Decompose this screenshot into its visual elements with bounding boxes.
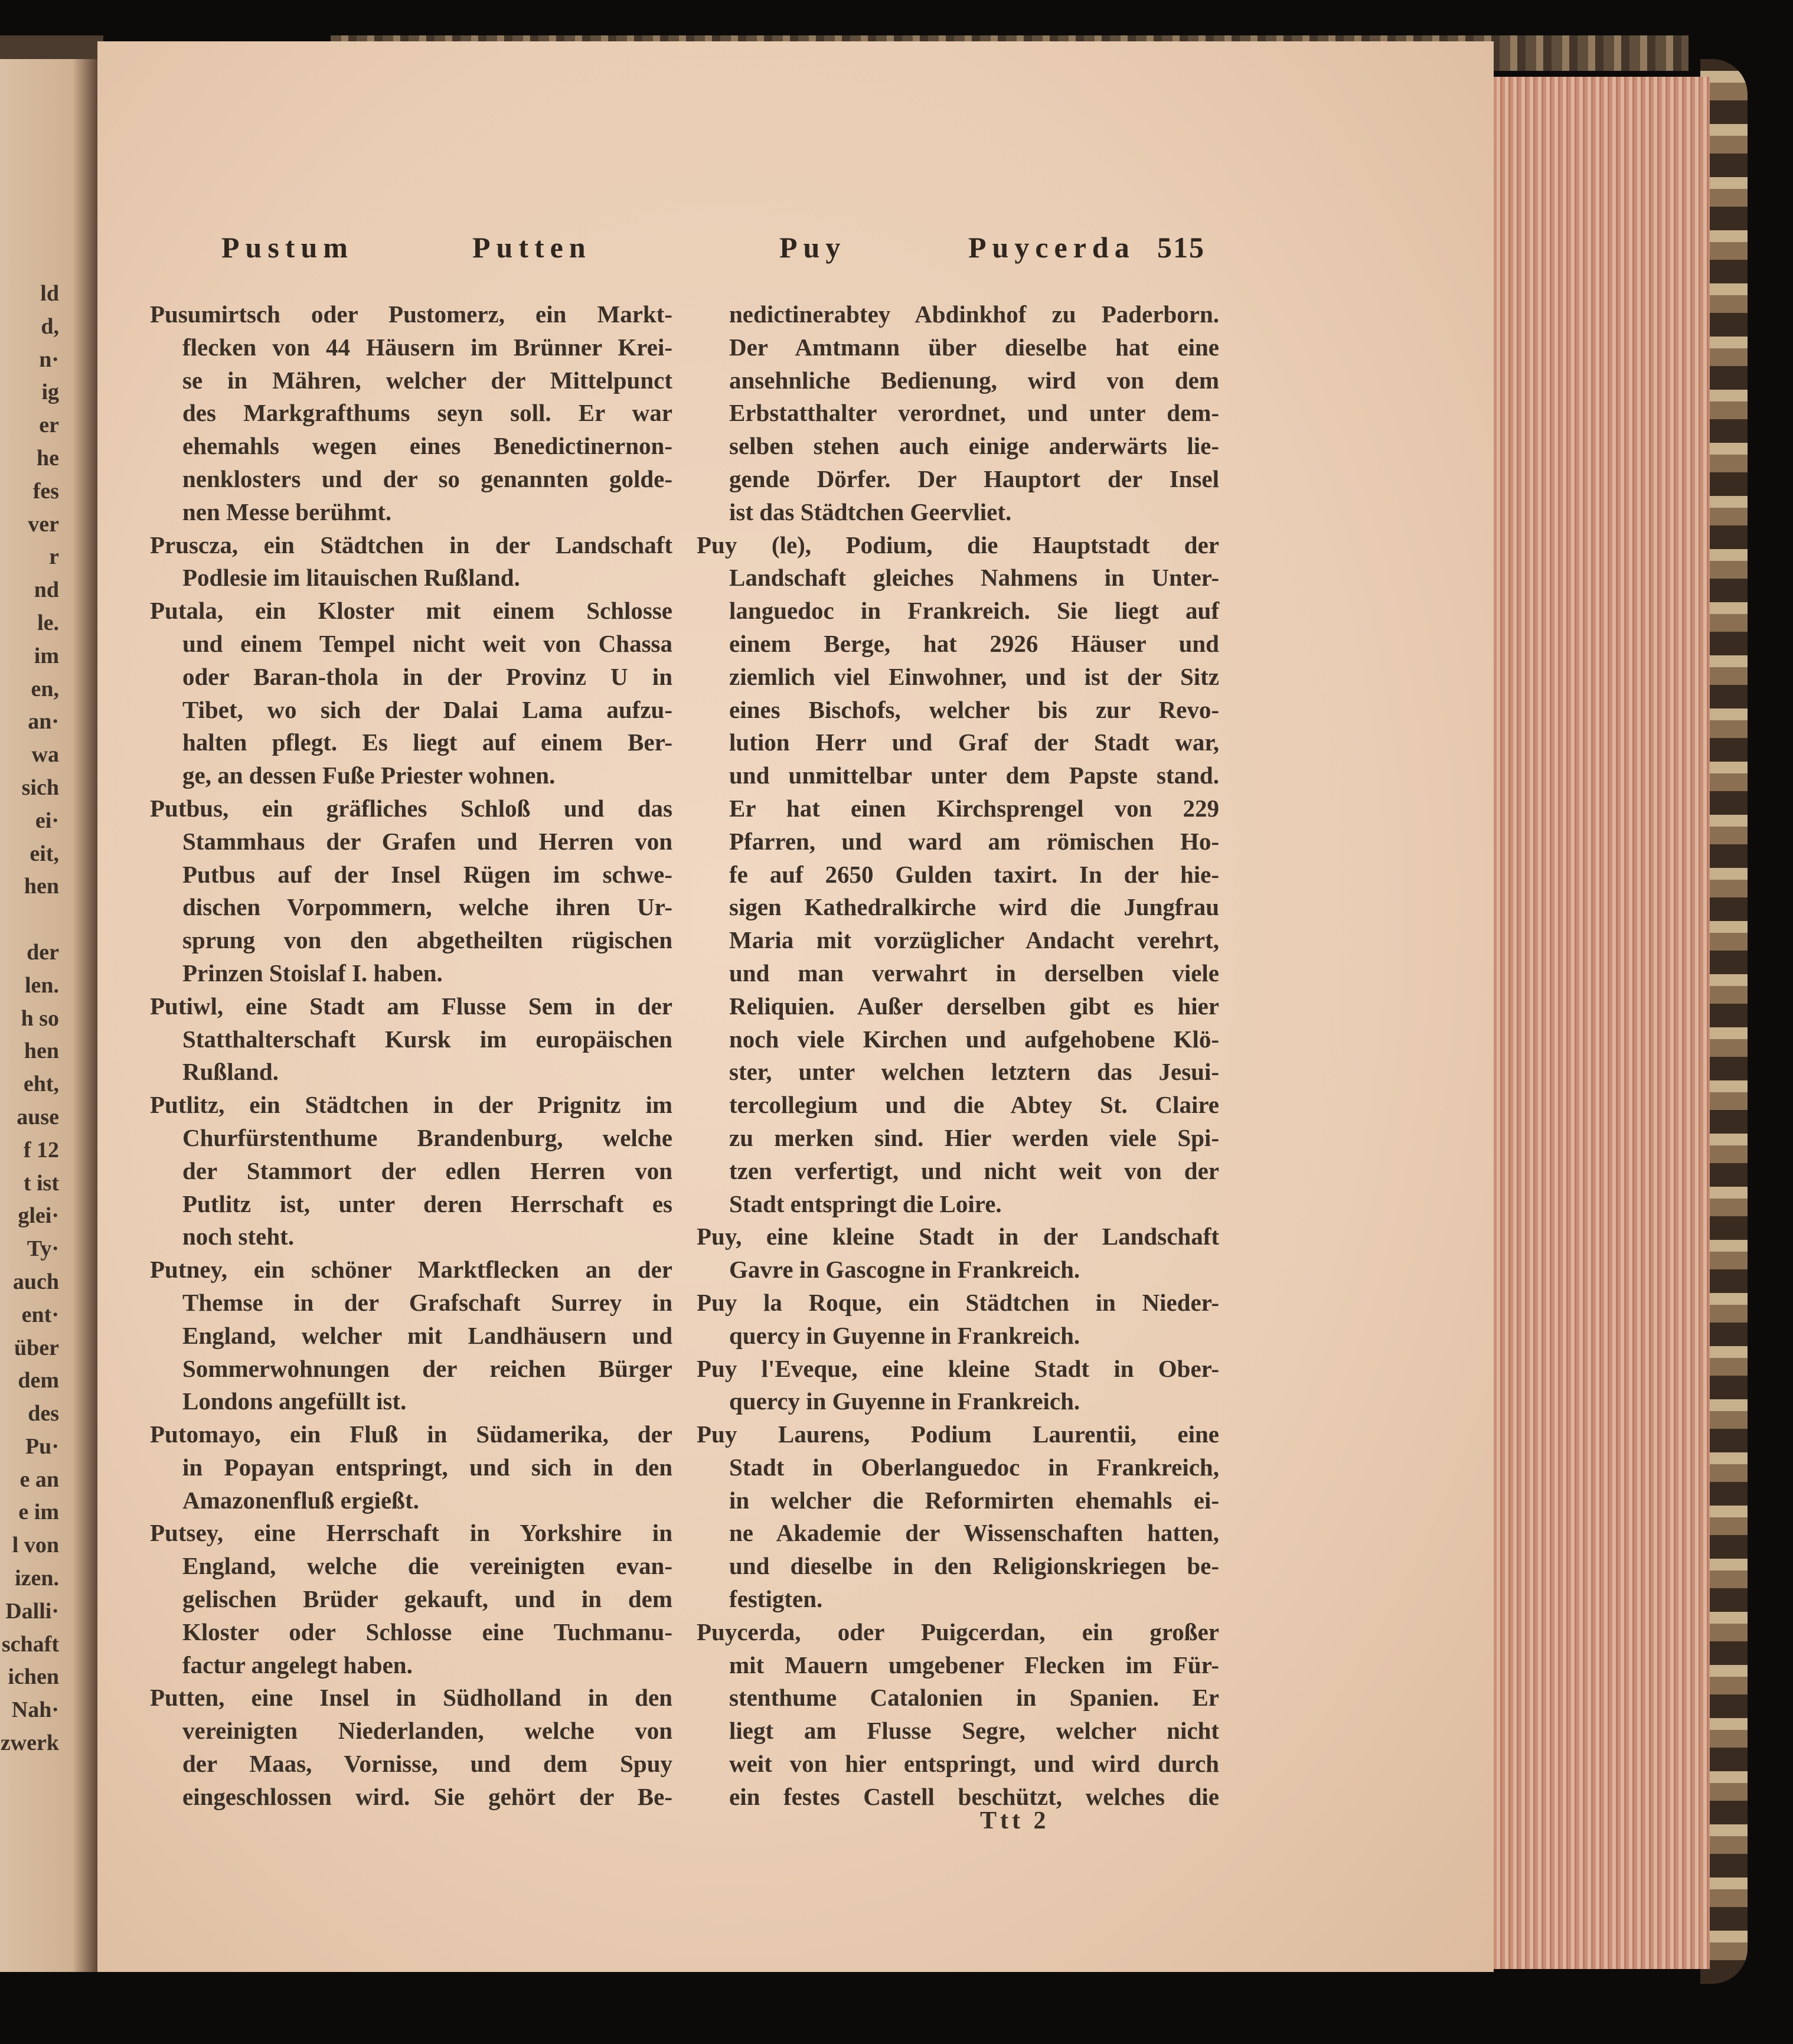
text-line: Pusumirtsch oder Pustomerz, ein Markt-: [150, 301, 672, 328]
text-line: Maria mit vorzüglicher Andacht verehrt,: [729, 926, 1219, 954]
text-fragment: ver: [28, 511, 59, 537]
text-line: Der Amtmann über dieselbe hat eine: [729, 333, 1219, 361]
text-line: gelischen Brüder gekauft, und in dem: [182, 1585, 672, 1613]
text-line: Pfarren, und ward am römischen Ho-: [729, 827, 1219, 855]
text-line: eingeschlossen wird. Sie gehört der Be-: [182, 1782, 672, 1810]
text-fragment: glei·: [18, 1203, 59, 1229]
text-fragment: ld: [40, 281, 59, 306]
text-line: Gavre in Gascogne in Frankreich.: [729, 1256, 1080, 1284]
text-line: Puy, eine kleine Stadt in der Landschaft: [697, 1223, 1219, 1250]
text-line: Podlesie im litauischen Rußland.: [182, 564, 520, 592]
text-fragment: ei·: [35, 808, 59, 833]
text-line: weit von hier entspringt, und wird durch: [729, 1750, 1219, 1778]
text-line: ge, an dessen Fuße Priester wohnen.: [182, 762, 556, 789]
text-fragment: len.: [24, 972, 59, 998]
text-line: nenklosters und der so genannten golde-: [182, 465, 672, 492]
text-line: Puycerda, oder Puigcerdan, ein großer: [697, 1618, 1219, 1645]
text-fragment: n·: [39, 347, 59, 372]
text-line: Puy Laurens, Podium Laurentii, eine: [697, 1421, 1219, 1448]
dictionary-entry: [697, 1616, 1219, 1814]
text-fragment: er: [39, 413, 59, 438]
text-line: Puy la Roque, ein Städtchen in Nieder-: [697, 1288, 1219, 1316]
text-line: languedoc in Frankreich. Sie liegt auf: [729, 597, 1219, 625]
text-line: stenthume Catalonien in Spanien. Er: [729, 1684, 1219, 1712]
dictionary-entry: [697, 1220, 1219, 1287]
text-line: zu merken sind. Hier werden viele Spi-: [729, 1124, 1219, 1151]
text-fragment: auch: [12, 1269, 59, 1294]
text-fragment: nd: [34, 577, 59, 603]
text-line: Reliquien. Außer derselben gibt es hier: [729, 992, 1219, 1020]
text-fragment: le.: [37, 610, 59, 635]
text-line: England, welcher mit Landhäusern und: [182, 1321, 672, 1349]
dictionary-entry: [150, 1681, 672, 1813]
text-line: noch viele Kirchen und aufgehobene Klö-: [729, 1025, 1219, 1053]
text-line: Putsey, eine Herrschaft in Yorkshire in: [150, 1519, 672, 1547]
text-fragment: Ty·: [27, 1236, 59, 1262]
text-fragment: l von: [12, 1533, 59, 1558]
text-line: der Stammort der edlen Herren von: [182, 1157, 672, 1184]
text-line: nen Messe berühmt.: [182, 498, 392, 525]
dictionary-entry: [697, 298, 1219, 529]
text-line: halten pflegt. Es liegt auf einem Ber-: [182, 729, 672, 756]
left-page: [0, 35, 103, 1972]
text-line: Landschaft gleiches Nahmens in Unter-: [729, 564, 1219, 592]
text-line: quercy in Guyenne in Frankreich.: [729, 1321, 1080, 1349]
running-head-right-2: Puycerda: [968, 231, 1135, 264]
text-fragment: sich: [21, 775, 59, 800]
text-line: Sommerwohnungen der reichen Bürger: [182, 1354, 672, 1382]
text-fragment: wa: [31, 742, 59, 768]
text-line: Putbus, ein gräfliches Schloß und das: [150, 794, 672, 822]
dictionary-entry: [150, 595, 672, 792]
text-line: Stammhaus der Grafen und Herren von: [182, 827, 672, 855]
text-fragment: izen.: [15, 1566, 59, 1591]
text-line: gende Dörfer. Der Hauptort der Insel: [729, 465, 1219, 492]
text-line: Amazonenfluß ergießt.: [182, 1486, 419, 1514]
text-fragment: hen: [24, 874, 59, 899]
binding-strip: [0, 35, 103, 59]
text-line: Putala, ein Kloster mit einem Schlosse: [150, 597, 672, 625]
text-fragment: dem: [18, 1368, 59, 1393]
text-line: se in Mähren, welcher der Mittelpunct: [182, 366, 672, 394]
signature-mark: Ttt 2: [980, 1807, 1050, 1834]
running-head-left-2: Putten: [472, 231, 592, 264]
text-line: selben stehen auch einige anderwärts lie-: [729, 432, 1219, 460]
dictionary-entry: [150, 1253, 672, 1418]
text-fragment: des: [28, 1401, 59, 1426]
text-line: der Maas, Vornisse, und dem Spuy: [182, 1750, 672, 1778]
text-line: oder Baran-thola in der Provinz U in: [182, 662, 672, 690]
text-line: mit Mauern umgebener Flecken im Für-: [729, 1651, 1219, 1679]
running-head-left: Pustum: [221, 231, 354, 264]
text-line: des Markgrafthums seyn soll. Er war: [182, 399, 672, 427]
text-fragment: en,: [31, 676, 59, 701]
text-line: und man verwahrt in derselben viele: [729, 959, 1219, 987]
text-fragment: ent·: [21, 1302, 59, 1327]
text-line: eines Bischofs, welcher bis zur Revo-: [729, 696, 1219, 723]
text-line: Puy l'Eveque, eine kleine Stadt in Ober-: [697, 1354, 1219, 1382]
text-line: Er hat einen Kirchsprengel von 229: [729, 794, 1219, 822]
text-line: liegt am Flusse Segre, welcher nicht: [729, 1717, 1219, 1745]
text-fragment: d,: [41, 314, 59, 339]
text-fragment: zwerk: [0, 1730, 59, 1756]
dictionary-entry: [150, 990, 672, 1089]
text-line: tercollegium und die Abtey St. Claire: [729, 1091, 1219, 1119]
text-line: Kloster oder Schlosse eine Tuchmanu-: [182, 1618, 672, 1645]
text-line: dischen Vorpommern, welche ihren Ur-: [182, 893, 672, 921]
page-number: 515: [1157, 231, 1205, 264]
text-fragment: [0, 903, 71, 936]
text-fragment: Nah·: [11, 1697, 59, 1723]
text-line: einem Berge, hat 2926 Häuser und: [729, 629, 1219, 657]
text-fragment: hen: [24, 1039, 59, 1064]
dictionary-entry: [150, 298, 672, 529]
text-fragment: Pu·: [25, 1434, 59, 1459]
text-line: festigten.: [729, 1585, 823, 1613]
text-line: ist das Städtchen Geervliet.: [729, 498, 1012, 525]
text-line: in Popayan entspringt, und sich in den: [182, 1453, 672, 1481]
text-fragment: e an: [19, 1467, 59, 1492]
page-block-edge: [1485, 77, 1710, 1969]
text-line: factur angelegt haben.: [182, 1651, 413, 1679]
text-column-right: [697, 298, 1219, 1814]
dictionary-entry: [150, 792, 672, 990]
text-fragment: über: [14, 1335, 59, 1360]
text-line: ne Akademie der Wissenschaften hatten,: [729, 1519, 1219, 1547]
dictionary-entry: [697, 1353, 1219, 1419]
text-line: noch steht.: [182, 1223, 295, 1250]
text-line: und unmittelbar unter dem Papste stand.: [729, 762, 1219, 789]
open-book: [0, 35, 1748, 1978]
text-line: tzen verfertigt, und nicht weit von der: [729, 1157, 1219, 1184]
text-fragment: schaft: [1, 1631, 59, 1657]
text-line: Putlitz, ein Städtchen in der Prignitz im: [150, 1091, 672, 1119]
text-line: quercy in Guyenne in Frankreich.: [729, 1387, 1080, 1415]
text-line: sprung von den abgetheilten rügischen: [182, 926, 672, 954]
text-line: Themse in der Grafschaft Surrey in: [182, 1288, 672, 1316]
text-fragment: eht,: [23, 1072, 59, 1097]
text-line: sigen Kathedralkirche wird die Jungfrau: [729, 893, 1219, 921]
text-line: Putten, eine Insel in Südholland in den: [150, 1684, 672, 1712]
dictionary-entry: [150, 529, 672, 595]
text-fragment: he: [37, 445, 59, 471]
text-fragment: ichen: [8, 1664, 59, 1690]
text-line: Rußland.: [182, 1058, 279, 1086]
text-line: Stadt entspringt die Loire.: [729, 1190, 1002, 1217]
text-fragment: eit,: [30, 841, 59, 866]
text-fragment: ig: [41, 380, 59, 405]
text-line: Puy (le), Podium, die Hauptstadt der: [697, 531, 1219, 559]
text-fragment: im: [34, 643, 59, 668]
text-fragment: der: [27, 939, 59, 965]
text-line: ansehnliche Bedienung, wird von dem: [729, 366, 1219, 394]
text-line: ehemahls wegen eines Benedictinernon-: [182, 432, 672, 460]
text-line: lution Herr und Graf der Stadt war,: [729, 729, 1219, 756]
text-line: Londons angefüllt ist.: [182, 1387, 407, 1415]
text-line: fe auf 2650 Gulden taxirt. In der hie-: [729, 860, 1219, 888]
text-line: Tibet, wo sich der Dalai Lama aufzu-: [182, 696, 672, 723]
text-line: Putomayo, ein Fluß in Südamerika, der: [150, 1421, 672, 1448]
text-line: Churfürstenthume Brandenburg, welche: [182, 1124, 672, 1151]
dictionary-entry: [697, 1287, 1219, 1353]
text-column-left: [150, 298, 672, 1814]
text-line: vereinigten Niederlanden, welche von: [182, 1717, 672, 1745]
text-line: Prinzen Stoislaf I. haben.: [182, 959, 443, 987]
text-fragment: e im: [18, 1500, 59, 1525]
text-line: Putbus auf der Insel Rügen im schwe-: [182, 860, 672, 888]
dictionary-entry: [150, 1517, 672, 1681]
text-fragment: f 12: [23, 1137, 59, 1163]
text-line: Stadt in Oberlanguedoc in Frankreich,: [729, 1453, 1219, 1481]
text-line: Statthalterschaft Kursk im europäischen: [182, 1025, 672, 1053]
text-fragment: t ist: [23, 1170, 59, 1196]
text-line: Erbstatthalter verordnet, und unter dem-: [729, 399, 1219, 427]
text-line: flecken von 44 Häusern im Brünner Krei-: [182, 333, 672, 361]
text-line: ster, unter welchen letztern das Jesui-: [729, 1058, 1219, 1086]
text-line: und dieselbe in den Religionskriegen be-: [729, 1552, 1219, 1580]
dictionary-entry: [150, 1418, 672, 1517]
text-fragment: fes: [32, 478, 59, 504]
dictionary-entry: [697, 1418, 1219, 1616]
text-fragment: an·: [28, 709, 59, 734]
text-fragment: r: [49, 544, 59, 570]
text-line: England, welche die vereinigten evan-: [182, 1552, 672, 1580]
text-line: Putiwl, eine Stadt am Flusse Sem in der: [150, 992, 672, 1020]
running-head-right: Puy: [779, 231, 847, 264]
text-line: und einem Tempel nicht weit von Chassa: [182, 629, 672, 657]
text-line: in welcher die Reformirten ehemahls ei-: [729, 1486, 1219, 1514]
text-fragment: ause: [17, 1104, 59, 1129]
dictionary-entry: [150, 1089, 672, 1253]
text-line: ziemlich viel Einwohner, und ist der Sitz: [729, 662, 1219, 690]
text-line: ein festes Castell beschützt, welches die: [729, 1782, 1219, 1810]
text-fragment: Dalli·: [5, 1598, 59, 1624]
text-fragment: h so: [21, 1005, 59, 1031]
text-line: Putney, ein schöner Marktflecken an der: [150, 1256, 672, 1284]
dictionary-entry: [697, 529, 1219, 1221]
text-line: Pruscza, ein Städtchen in der Landschaft: [150, 531, 672, 559]
text-line: nedictinerabtey Abdinkhof zu Paderborn.: [729, 301, 1219, 328]
left-page-text-fragments: [0, 277, 71, 1760]
text-line: Putlitz ist, unter deren Herrschaft es: [182, 1190, 672, 1217]
